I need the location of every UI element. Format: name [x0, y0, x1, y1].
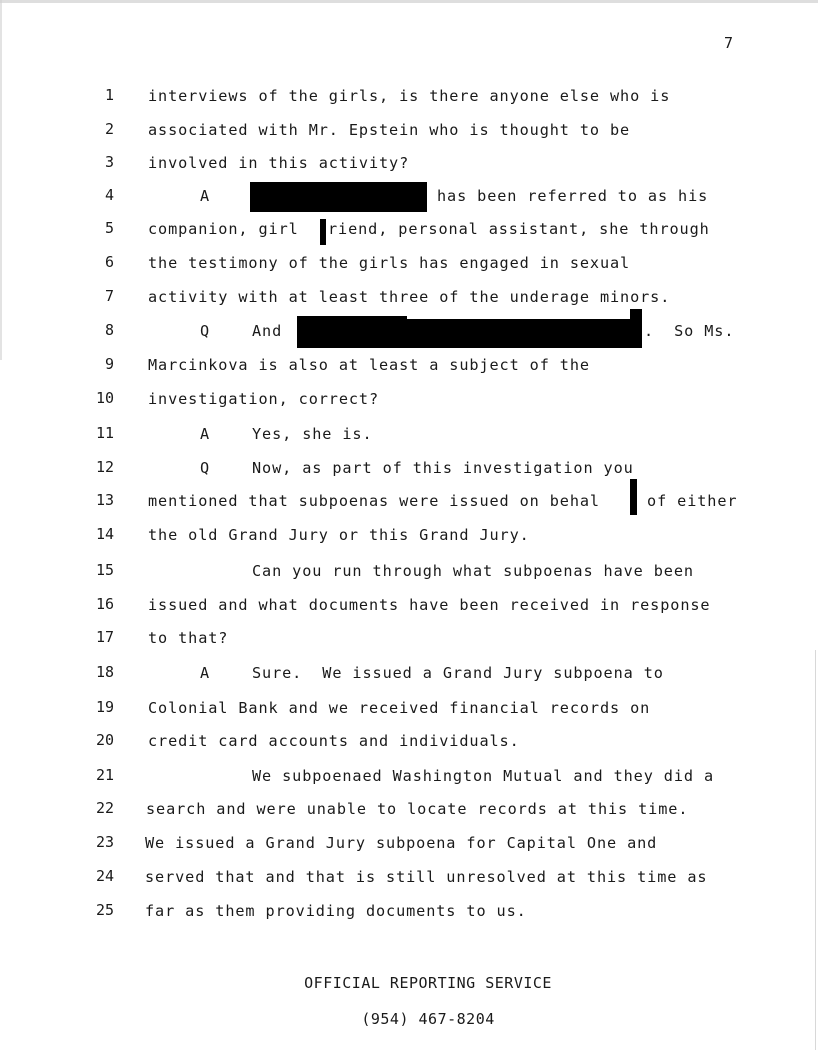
line-number: 23 [95, 833, 114, 851]
line-text: Can you run through what subpoenas have been [252, 562, 694, 580]
line-number: 20 [95, 731, 114, 749]
line-text: We issued a Grand Jury subpoena for Capital One and [145, 834, 658, 852]
line-text: riend, personal assistant, she through [328, 220, 710, 238]
reporting-service-phone: (954) 467-8204 [361, 1010, 495, 1028]
redaction-bar [297, 319, 642, 348]
speaker-label: Q [200, 459, 211, 477]
transcript-line [0, 663, 818, 687]
line-text: Yes, she is. [252, 425, 373, 443]
line-number: 11 [95, 424, 114, 442]
line-text: Now, as part of this investigation you [252, 459, 634, 477]
transcript-line [0, 219, 818, 243]
speaker-label: A [200, 187, 211, 205]
line-text: the testimony of the girls has engaged in sexual [148, 254, 631, 272]
transcript-line [0, 799, 818, 823]
transcript-line [0, 153, 818, 177]
line-number: 22 [95, 799, 114, 817]
redaction-bar [250, 182, 427, 212]
line-text: the old Grand Jury or this Grand Jury. [148, 526, 530, 544]
line-number: 15 [95, 561, 114, 579]
line-text: search and were unable to locate records at this time. [146, 800, 689, 818]
speaker-label: Q [200, 322, 211, 340]
line-number: 8 [104, 321, 114, 339]
transcript-line [0, 491, 818, 515]
page-number: 7 [724, 34, 734, 52]
line-number: 18 [95, 663, 114, 681]
line-number: 16 [95, 595, 114, 613]
speaker-label: A [200, 425, 211, 443]
transcript-line [0, 698, 818, 722]
line-text: of either [637, 492, 738, 510]
line-number: 12 [95, 458, 114, 476]
line-text: mentioned that subpoenas were issued on behal [148, 492, 600, 510]
scan-edge-top [0, 0, 818, 3]
line-number: 4 [104, 186, 114, 204]
transcript-line [0, 186, 818, 210]
line-text: Sure. We issued a Grand Jury subpoena to [252, 664, 664, 682]
line-text: Colonial Bank and we received financial records on [148, 699, 651, 717]
redaction-bar [630, 479, 637, 515]
transcript-line [0, 458, 818, 482]
transcript-line [0, 355, 818, 379]
line-text: interviews of the girls, is there anyone else who is [148, 87, 671, 105]
footer [0, 956, 818, 1046]
line-number: 19 [95, 698, 114, 716]
line-number: 3 [104, 153, 114, 171]
line-text: has been referred to as his [437, 187, 709, 205]
transcript-line [0, 731, 818, 755]
line-text: far as them providing documents to us. [145, 902, 527, 920]
line-number: 1 [104, 86, 114, 104]
transcript-line [0, 321, 818, 345]
line-number: 24 [95, 867, 114, 885]
line-number: 14 [95, 525, 114, 543]
transcript-line [0, 867, 818, 891]
line-text: companion, girl [148, 220, 309, 238]
line-number: 7 [104, 287, 114, 305]
transcript-line [0, 833, 818, 857]
line-text: to that? [148, 629, 229, 647]
speaker-label: A [200, 664, 211, 682]
line-number: 6 [104, 253, 114, 271]
redaction-bar [320, 219, 326, 245]
line-text: associated with Mr. Epstein who is thought to be [148, 121, 631, 139]
line-number: 5 [104, 219, 114, 237]
transcript-line [0, 766, 818, 790]
line-number: 13 [95, 491, 114, 509]
line-text: served that and that is still unresolved at this time as [145, 868, 708, 886]
line-text: activity with at least three of the underage minors. [148, 288, 671, 306]
line-number: 17 [95, 628, 114, 646]
transcript-line [0, 901, 818, 925]
transcript-line [0, 287, 818, 311]
transcript-line [0, 561, 818, 585]
transcript-line [0, 86, 818, 110]
line-number: 10 [95, 389, 114, 407]
line-number: 2 [104, 120, 114, 138]
line-text: . So Ms. [644, 322, 735, 340]
transcript-line [0, 595, 818, 619]
line-text: issued and what documents have been received in response [148, 596, 711, 614]
reporting-service-name: OFFICIAL REPORTING SERVICE [304, 974, 552, 992]
line-text: involved in this activity? [148, 154, 410, 172]
transcript-line [0, 389, 818, 413]
line-number: 21 [95, 766, 114, 784]
line-text: And [252, 322, 283, 340]
transcript-line [0, 525, 818, 549]
line-text: investigation, correct? [148, 390, 380, 408]
line-text: We subpoenaed Washington Mutual and they did a [252, 767, 715, 785]
line-number: 9 [104, 355, 114, 373]
transcript-line [0, 628, 818, 652]
transcript-line [0, 120, 818, 144]
transcript-line [0, 253, 818, 277]
line-text: Marcinkova is also at least a subject of the [148, 356, 590, 374]
transcript-line [0, 424, 818, 448]
line-number: 25 [95, 901, 114, 919]
line-text: credit card accounts and individuals. [148, 732, 520, 750]
redaction-bar [630, 309, 642, 329]
